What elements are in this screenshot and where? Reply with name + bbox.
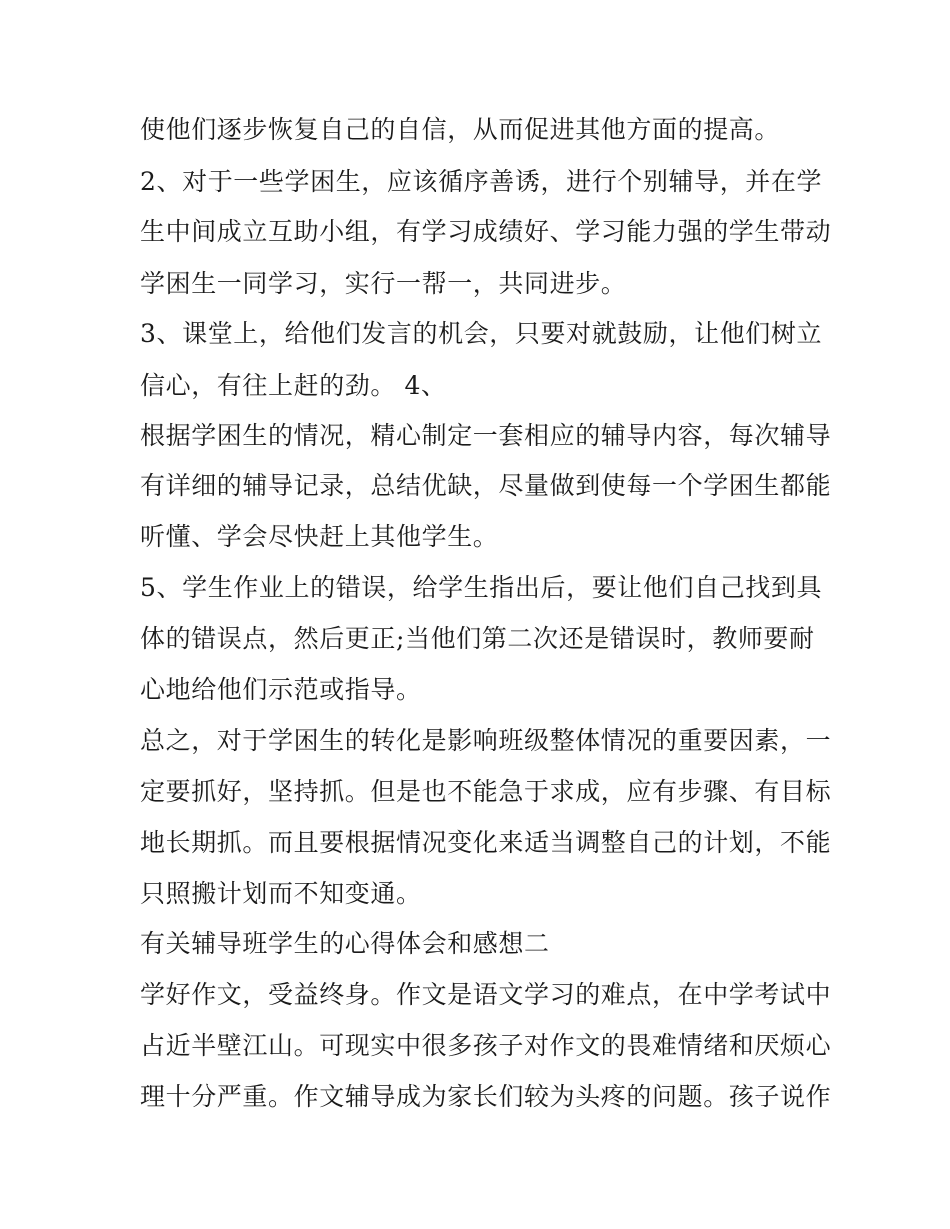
text-line: 根据学困生的情况，精心制定一套相应的辅导内容，每次辅导	[140, 421, 832, 450]
text-line: 2、对于一些学困生，应该循序善诱，进行个别辅导，并在学	[140, 167, 823, 196]
text-line: 学困生一同学习，实行一帮一，共同进步。	[140, 269, 627, 298]
text-line: 地长期抓。而且要根据情况变化来适当调整自己的计划，不能	[140, 828, 832, 857]
text-line: 生中间成立互助小组，有学习成绩好、学习能力强的学生带动	[140, 217, 832, 246]
text-line: 3、课堂上，给他们发言的机会，只要对就鼓励，让他们树立	[140, 319, 823, 348]
section-heading: 有关辅导班学生的心得体会和感想二	[140, 929, 550, 958]
text-line: 心地给他们示范或指导。	[140, 675, 422, 704]
text-line: 定要抓好，坚持抓。但是也不能急于求成，应有步骤、有目标	[140, 777, 832, 806]
text-line: 信心，有往上赶的劲。 4、	[140, 371, 447, 400]
text-line: 有详细的辅导记录，总结优缺，尽量做到使每一个学困生都能	[140, 471, 832, 500]
text-line: 5、学生作业上的错误，给学生指出后，要让他们自己找到具	[140, 573, 823, 602]
text-line: 总之，对于学困生的转化是影响班级整体情况的重要因素，一	[140, 726, 832, 755]
text-line: 学好作文，受益终身。作文是语文学习的难点，在中学考试中	[140, 980, 832, 1009]
text-line: 使他们逐步恢复自己的自信，从而促进其他方面的提高。	[140, 115, 781, 144]
text-line: 占近半壁江山。可现实中很多孩子对作文的畏难情绪和厌烦心	[140, 1031, 832, 1060]
text-line: 听懂、学会尽快赶上其他学生。	[140, 522, 499, 551]
text-line: 体的错误点，然后更正;当他们第二次还是错误时，教师要耐	[140, 624, 815, 653]
text-line: 理十分严重。作文辅导成为家长们较为头疼的问题。孩子说作	[140, 1082, 832, 1111]
text-line: 只照搬计划而不知变通。	[140, 879, 422, 908]
